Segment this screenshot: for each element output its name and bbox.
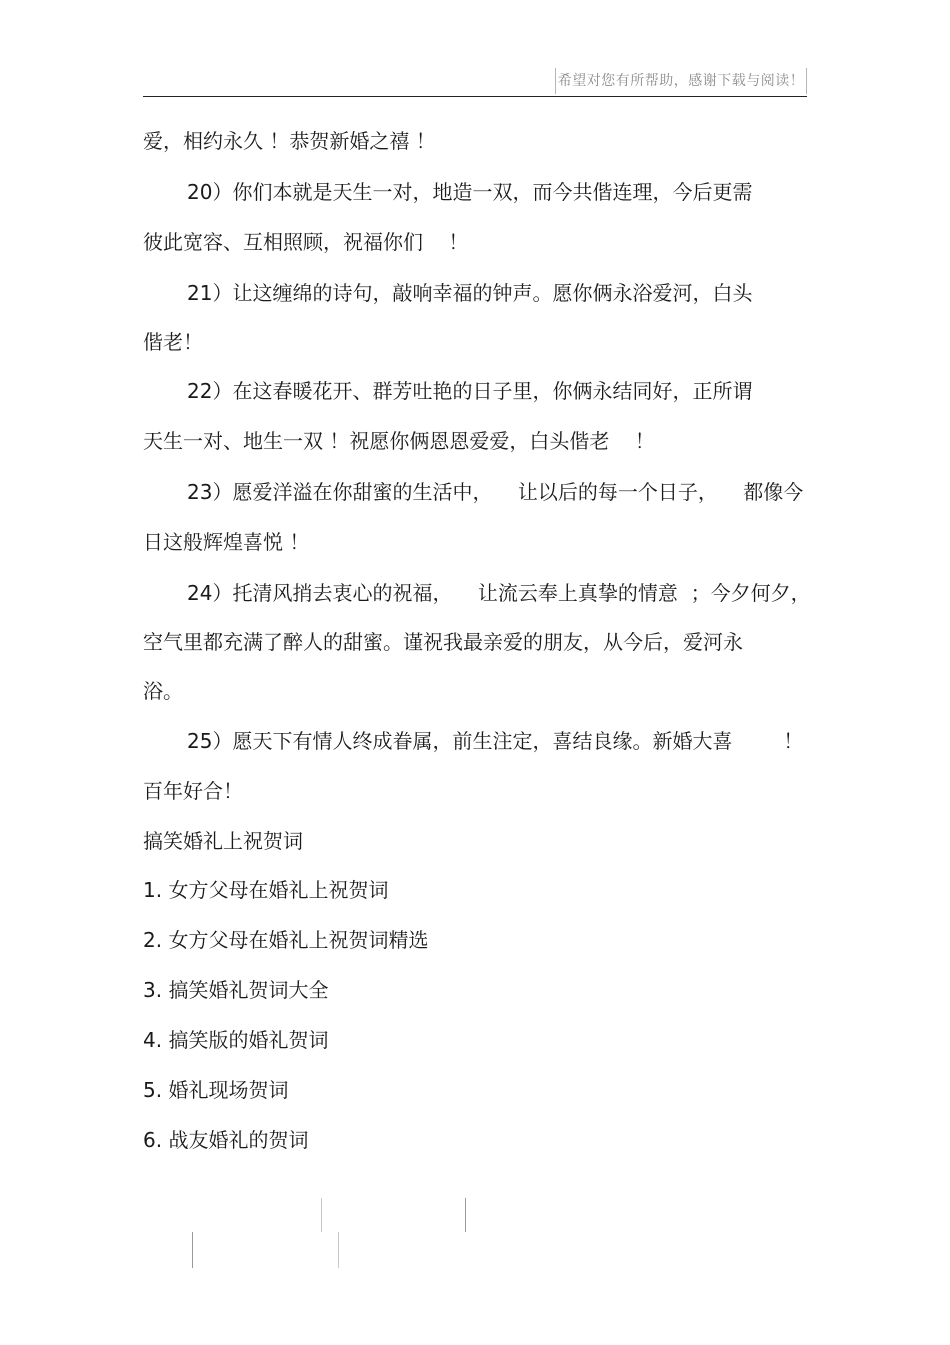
text-line: 爱，相约永久 ！恭贺新婚之禧 ！ xyxy=(143,129,436,153)
text-line: 25）愿天下有情人终成眷属，前生注定，喜结良缘。新婚大喜 ！ xyxy=(187,729,804,753)
scan-mark xyxy=(321,1198,322,1232)
text-line: 天生一对、地生一双 ！祝愿你俩恩恩爱爱，白头偕老 ！ xyxy=(143,429,655,453)
list-item: 2. 女方父母在婚礼上祝贺词精选 xyxy=(143,928,429,952)
text-line: 日这般辉煌喜悦 ！ xyxy=(143,530,310,554)
text-line: 彼此宽容、互相照顾，祝福你们 ！ xyxy=(143,230,469,254)
text-line: 空气里都充满了醉人的甜蜜。谨祝我最亲爱的朋友，从今后，爱河永 xyxy=(143,630,743,654)
text-line: 23）愿爱洋溢在你甜蜜的生活中， 让以后的每一个日子， 都像今 xyxy=(187,480,804,504)
section-heading: 搞笑婚礼上祝贺词 xyxy=(143,829,303,853)
scan-mark xyxy=(338,1232,339,1268)
list-item: 3. 搞笑婚礼贺词大全 xyxy=(143,978,329,1002)
header-rule xyxy=(143,96,807,97)
text-line: 偕老！ xyxy=(143,330,203,354)
text-line: 20）你们本就是天生一对，地造一双，而今共偕连理，今后更需 xyxy=(187,180,753,204)
scan-mark xyxy=(192,1232,193,1268)
text-line: 浴。 xyxy=(143,679,183,703)
text-line: 24）托清风捎去衷心的祝福， 让流云奉上真挚的情意 ；今夕何夕， xyxy=(187,581,811,605)
list-item: 5. 婚礼现场贺词 xyxy=(143,1078,289,1102)
text-line: 百年好合！ xyxy=(143,779,243,803)
list-item: 1. 女方父母在婚礼上祝贺词 xyxy=(143,878,389,902)
text-line: 22）在这春暖花开、群芳吐艳的日子里，你俩永结同好，正所谓 xyxy=(187,379,753,403)
scan-mark xyxy=(465,1198,466,1232)
list-item: 4. 搞笑版的婚礼贺词 xyxy=(143,1028,329,1052)
header-note: 希望对您有所帮助，感谢下载与阅读！ xyxy=(555,68,807,94)
list-item: 6. 战友婚礼的贺词 xyxy=(143,1128,309,1152)
text-line: 21）让这缠绵的诗句，敲响幸福的钟声。愿你俩永浴爱河，白头 xyxy=(187,281,753,305)
